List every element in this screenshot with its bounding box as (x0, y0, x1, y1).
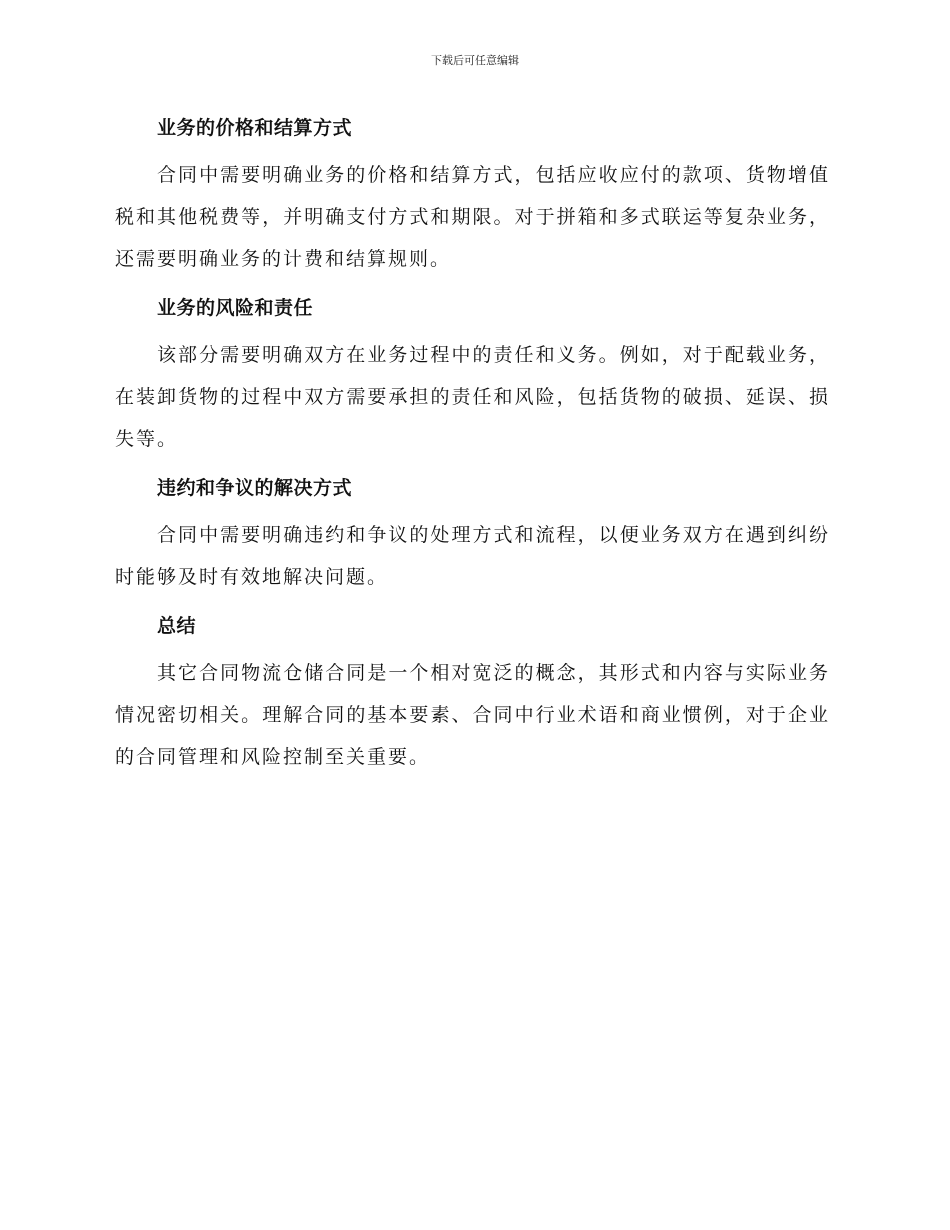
section-risk-responsibility (115, 288, 830, 460)
document-body (115, 108, 830, 786)
page-header: 下载后可任意编辑 (431, 54, 519, 67)
section-paragraph: 合同中需要明确业务的价格和结算方式，包括应收应付的款项、货物增值税和其他税费等，并明确支付方式和期限。对于拼箱和多式联运等复杂业务，还需要明确业务的计费和结算规则。 (115, 164, 830, 270)
section-paragraph: 合同中需要明确违约和争议的处理方式和流程，以便业务双方在遇到纠纷时能够及时有效地解决问题。 (115, 524, 830, 588)
section-summary (115, 606, 830, 778)
section-heading: 总结 (157, 615, 197, 637)
section-heading: 违约和争议的解决方式 (157, 477, 353, 499)
section-heading: 业务的价格和结算方式 (157, 117, 353, 139)
section-dispute-resolution (115, 468, 830, 598)
section-pricing-settlement (115, 108, 830, 280)
section-heading: 业务的风险和责任 (157, 297, 314, 319)
section-paragraph: 该部分需要明确双方在业务过程中的责任和义务。例如，对于配载业务，在装卸货物的过程中双方需要承担的责任和风险，包括货物的破损、延误、损失等。 (115, 344, 830, 450)
section-paragraph: 其它合同物流仓储合同是一个相对宽泛的概念，其形式和内容与实际业务情况密切相关。理解合同的基本要素、合同中行业术语和商业惯例，对于企业的合同管理和风险控制至关重要。 (115, 662, 830, 768)
